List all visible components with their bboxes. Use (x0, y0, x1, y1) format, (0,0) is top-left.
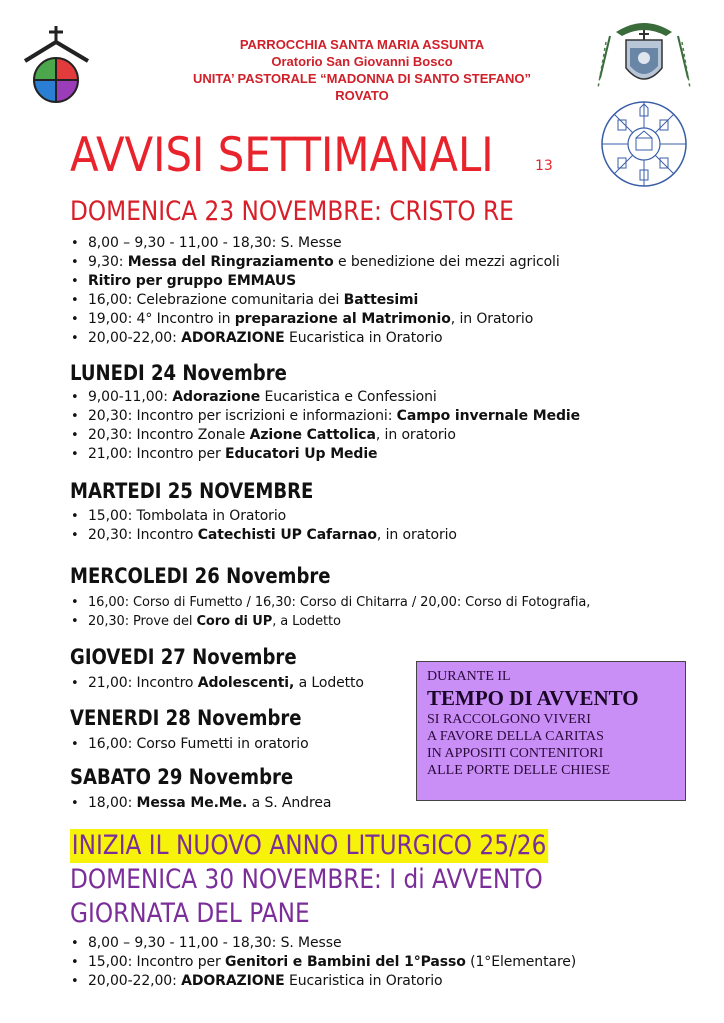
heading-tuesday-25: MARTEDI 25 NOVEMBRE (70, 479, 314, 503)
list-monday-24 (70, 388, 580, 464)
heading-friday-28: VENERDI 28 Novembre (70, 706, 302, 730)
list-item: • 16,00: Corso di Fumetto / 16,30: Corso di Chitarra / 20,00: Corso di Fotografia, (70, 593, 590, 612)
heading-sunday-23: DOMENICA 23 NOVEMBRE: CRISTO RE (70, 196, 514, 227)
list-tuesday-25 (70, 507, 457, 545)
list-sunday-23 (70, 234, 560, 348)
avvento-line-5: IN APPOSITI CONTENITORI (427, 746, 604, 761)
list-item: • 20,00-22,00: ADORAZIONE Eucaristica in Oratorio (70, 329, 560, 348)
oratorio-name: Oratorio San Giovanni Bosco (271, 54, 453, 69)
heading-saturday-29: SABATO 29 Novembre (70, 765, 294, 789)
list-wednesday-26 (70, 593, 590, 631)
list-thursday-27 (70, 674, 364, 693)
list-saturday-29 (70, 794, 331, 813)
list-item: • 21,00: Incontro per Educatori Up Medie (70, 445, 580, 464)
list-item: • 15,00: Tombolata in Oratorio (70, 507, 457, 526)
heading-monday-24: LUNEDI 24 Novembre (70, 361, 287, 385)
list-item: • 20,30: Prove del Coro di UP, a Lodetto (70, 612, 590, 631)
list-item: • 9,30: Messa del Ringraziamento e benedizione dei mezzi agricoli (70, 253, 560, 272)
heading-sunday-30: DOMENICA 30 NOVEMBRE: I di AVVENTO (70, 864, 543, 895)
list-item: • 19,00: 4° Incontro in preparazione al Matrimonio, in Oratorio (70, 310, 560, 329)
pastoral-unit-name: UNITA’ PASTORALE “MADONNA DI SANTO STEFANO” (192, 71, 532, 86)
unita-pastorale-emblem-icon (600, 100, 688, 188)
issue-number: 13 (535, 158, 553, 174)
list-sunday-30 (70, 934, 576, 991)
avvento-notice-box (416, 661, 686, 801)
list-item: • 20,30: Incontro Catechisti UP Cafarnao, in oratorio (70, 526, 457, 545)
list-item: • 20,30: Incontro Zonale Azione Cattolica, in oratorio (70, 426, 580, 445)
list-item: • 9,00-11,00: Adorazione Eucaristica e Confessioni (70, 388, 580, 407)
parish-header (150, 36, 574, 104)
avvento-line-6: ALLE PORTE DELLE CHIESE (427, 763, 611, 778)
avvento-line-4: A FAVORE DELLA CARITAS (427, 729, 604, 744)
page-title: AVVISI SETTIMANALI (70, 128, 494, 183)
heading-giornata-del-pane: GIORNATA DEL PANE (70, 898, 310, 929)
list-item: • Ritiro per gruppo EMMAUS (70, 272, 560, 291)
list-item: • 15,00: Incontro per Genitori e Bambini del 1°Passo (1°Elementare) (70, 953, 576, 972)
list-item: • 16,00: Corso Fumetti in oratorio (70, 735, 309, 754)
list-item: • 8,00 – 9,30 - 11,00 - 18,30: S. Messe (70, 934, 576, 953)
list-item: • 16,00: Celebrazione comunitaria dei Battesimi (70, 291, 560, 310)
parish-name: PARROCCHIA SANTA MARIA ASSUNTA (239, 37, 485, 52)
list-item: • 20,30: Incontro per iscrizioni e informazioni: Campo invernale Medie (70, 407, 580, 426)
list-item: • 21,00: Incontro Adolescenti, a Lodetto (70, 674, 364, 693)
town-name: ROVATO (335, 88, 389, 103)
heading-wednesday-26: MERCOLEDI 26 Novembre (70, 564, 331, 588)
list-friday-28 (70, 735, 309, 754)
list-item: • 20,00-22,00: ADORAZIONE Eucaristica in Oratorio (70, 972, 576, 991)
avvento-line-3: SI RACCOLGONO VIVERI (427, 712, 591, 727)
avvento-heading: TEMPO DI AVVENTO (427, 686, 639, 710)
list-item: • 18,00: Messa Me.Me. a S. Andrea (70, 794, 331, 813)
avvento-line-1: DURANTE IL (427, 669, 511, 684)
liturgical-year-banner: INIZIA IL NUOVO ANNO LITURGICO 25/26 (71, 830, 547, 861)
heading-thursday-27: GIOVEDI 27 Novembre (70, 645, 297, 669)
list-item: • 8,00 – 9,30 - 11,00 - 18,30: S. Messe (70, 234, 560, 253)
bishop-coat-of-arms-icon (596, 18, 692, 96)
oratorio-puzzle-logo-icon (22, 24, 92, 106)
